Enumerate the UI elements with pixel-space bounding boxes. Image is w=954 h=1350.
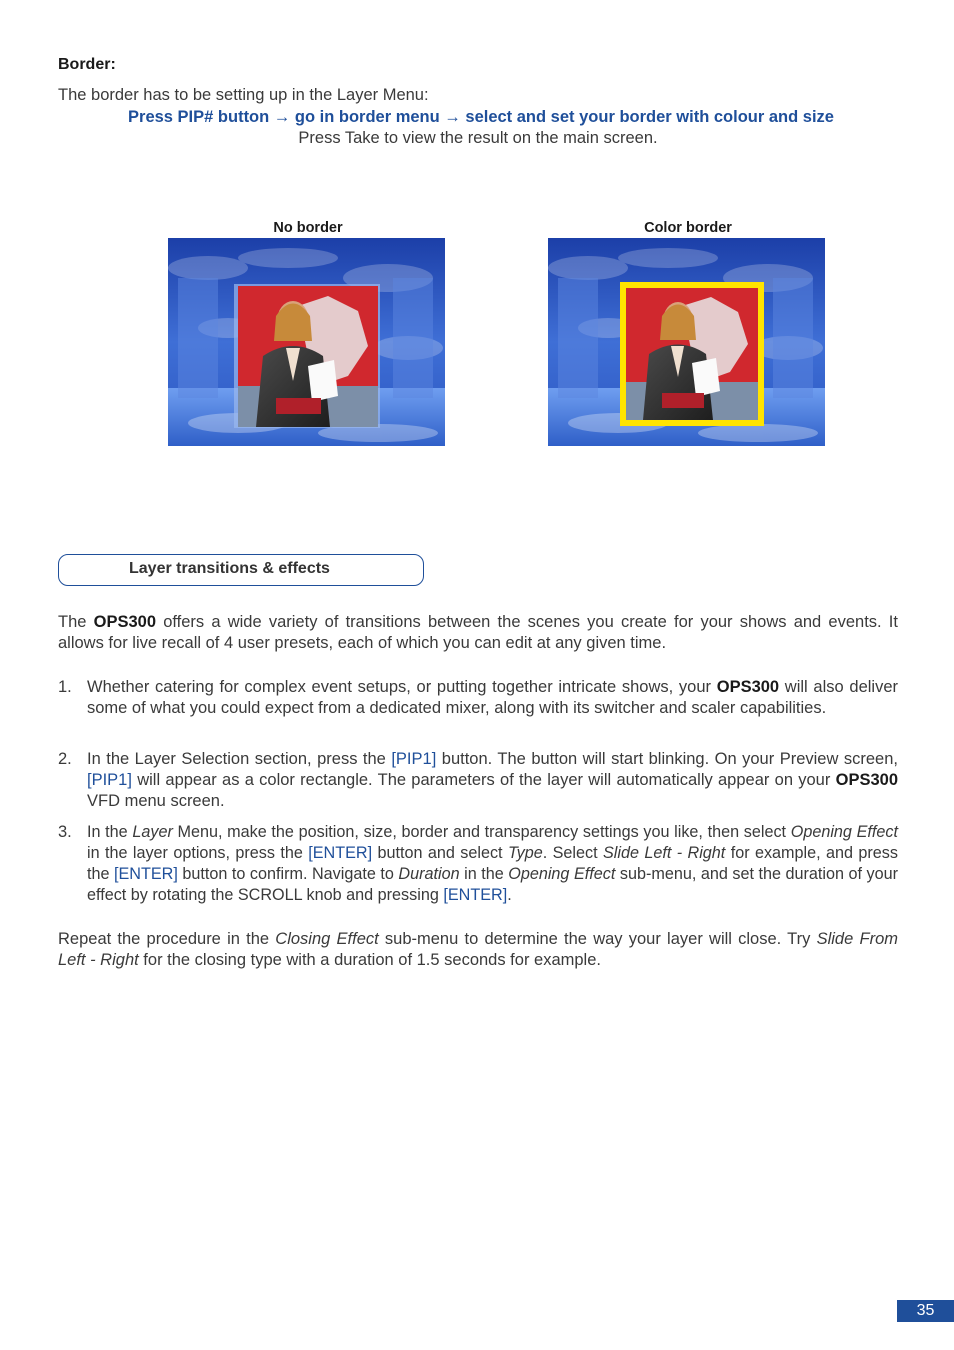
key-enter: [ENTER]	[308, 844, 373, 862]
border-heading: Border:	[58, 56, 116, 73]
product-name: OPS300	[93, 613, 156, 631]
figure-caption-color-border: Color border	[644, 220, 732, 236]
color-border-screenshot	[548, 238, 825, 446]
take-note: Press Take to view the result on the main screen.	[298, 129, 658, 147]
key-enter: [ENTER]	[443, 886, 508, 904]
page-number: 35	[897, 1300, 954, 1322]
section-header-box	[58, 554, 424, 586]
section-title: Layer transitions & effects	[129, 560, 330, 577]
closing-paragraph: Repeat the procedure in the Closing Effect sub-menu to determine the way your layer will close. Try Slide From Left - Right for the closing type with a duration of 1.5 seconds for example.	[58, 930, 898, 969]
border-intro-text: The border has to be setting up in the Layer Menu:	[58, 86, 429, 104]
border-instruction: Press PIP# button → go in border menu → select and set your border with colour and size	[128, 108, 834, 126]
no-border-screenshot	[168, 238, 445, 446]
key-pip1: [PIP1]	[391, 750, 437, 768]
product-name: OPS300	[835, 771, 898, 789]
key-pip1: [PIP1]	[87, 771, 132, 789]
figure-caption-no-border: No border	[273, 220, 343, 236]
key-enter: [ENTER]	[114, 865, 178, 883]
product-name: OPS300	[716, 678, 780, 696]
intro-paragraph: The OPS300 offers a wide variety of transitions between the scenes you create for your shows and events. It allows for live recall of 4 user presets, each of which you can edit at any given time.	[58, 613, 898, 652]
